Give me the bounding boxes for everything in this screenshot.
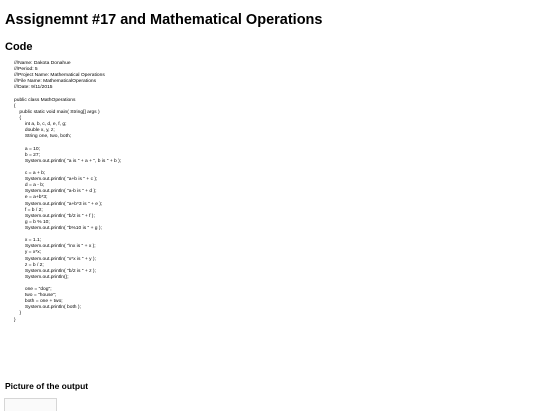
code-line: System.out.println( "a is " + a + ", b is " + b );	[14, 158, 122, 164]
code-line: e = a+b*3;	[14, 195, 48, 201]
code-line: f = b / 2;	[14, 207, 43, 213]
code-line: System.out.println( "x*x is " + y );	[14, 256, 96, 262]
code-line: z = b / 2;	[14, 262, 44, 268]
code-line: int a, b, c, d, e, f, g;	[14, 122, 67, 128]
code-line: String one, two, both;	[14, 134, 72, 140]
code-line: two = "house";	[14, 293, 57, 299]
code-line: both = one + two;	[14, 299, 63, 305]
code-block	[14, 61, 121, 324]
code-line: System.out.println( "a+b is " + c );	[14, 177, 98, 183]
code-heading: Code	[5, 41, 33, 53]
code-line: one = "dog";	[14, 287, 52, 293]
code-line: y = x*x;	[14, 250, 42, 256]
code-line: double x, y, z;	[14, 128, 55, 134]
code-line: {	[14, 115, 22, 121]
code-line: ///Period: 5	[14, 67, 38, 73]
code-line: System.out.println();	[14, 274, 69, 280]
code-line: ///Date: 9/11/2015	[14, 85, 53, 91]
code-line: System.out.println( "b/2 is " + f );	[14, 213, 95, 219]
code-line: c = a + b;	[14, 170, 46, 176]
code-line: System.out.println( "a+b*3 is " + e );	[14, 201, 103, 207]
code-line: System.out.println( "b/2 is " + z );	[14, 268, 96, 274]
code-line: ///Name: Dakota Donahue	[14, 61, 71, 66]
code-line: g = b % 10;	[14, 219, 50, 225]
code-line: b = 27;	[14, 152, 40, 158]
code-line: public class MathOperations	[14, 97, 76, 103]
code-line: }	[14, 317, 16, 323]
code-line: {	[14, 103, 16, 109]
page-title: Assignemnt #17 and Mathematical Operations	[5, 12, 323, 28]
code-line: ///Project Name: Mathematical Operations	[14, 73, 105, 79]
code-line: System.out.println( "a-b is " + d );	[14, 189, 97, 195]
code-line: a = 10;	[14, 146, 40, 152]
code-line: x = 1.1;	[14, 238, 42, 244]
code-line: }	[14, 311, 22, 317]
code-line: System.out.println( both );	[14, 305, 81, 311]
code-line: System.out.println( "b%10 is " + g );	[14, 225, 102, 231]
code-line: public static void main( String[] args )	[14, 109, 100, 115]
code-line: d = a - b;	[14, 183, 45, 189]
output-heading: Picture of the output	[5, 381, 89, 391]
code-line: System.out.println( "\nx is " + x );	[14, 244, 96, 250]
code-line: ///File Name: MathematicalOperations	[14, 79, 97, 85]
